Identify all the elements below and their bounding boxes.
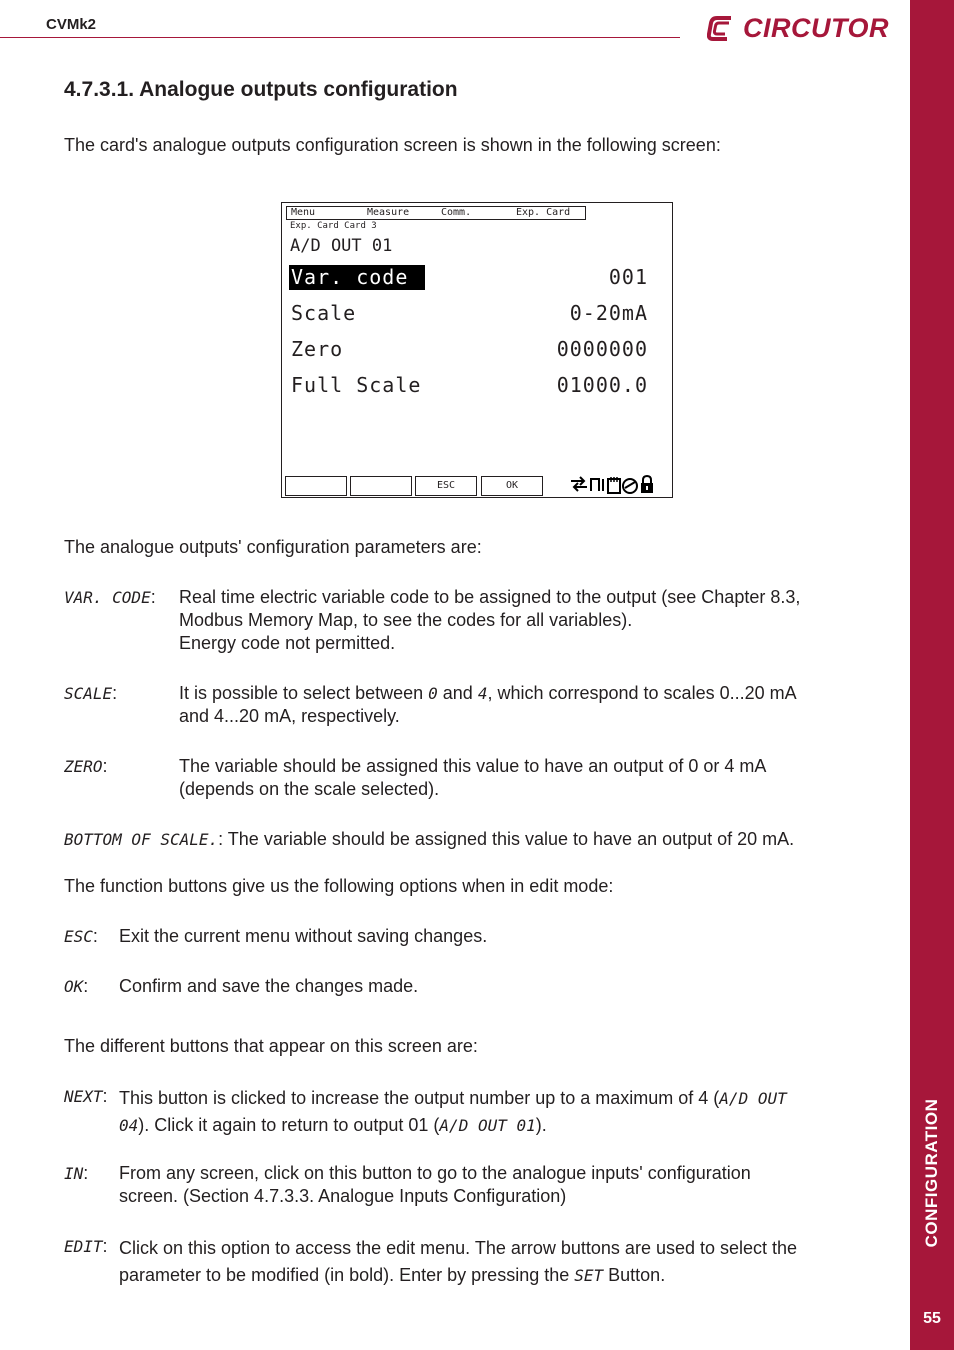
document-code: CVMk2	[46, 16, 97, 33]
menu-item-measure[interactable]: Measure	[367, 207, 410, 218]
term-in: IN:	[64, 1163, 89, 1183]
ok-button[interactable]: OK	[481, 476, 543, 496]
intro-text: The card's analogue outputs configuration screen is shown in the following screen:	[64, 135, 721, 155]
function-buttons-intro: The function buttons give us the following options when in edit mode:	[64, 876, 614, 896]
term-var-code: VAR. CODE:	[64, 587, 156, 607]
esc-button[interactable]: ESC	[415, 476, 477, 496]
brand-logo	[707, 10, 889, 46]
page-number: 55	[923, 1310, 941, 1327]
menu-item-menu[interactable]: Menu	[291, 207, 316, 218]
def-esc: Exit the current menu without saving changes.	[119, 926, 488, 946]
brand-name: CIRCUTOR	[743, 12, 890, 43]
term-ok: OK:	[64, 976, 89, 996]
row-value-var-code: 001	[608, 265, 648, 289]
function-button-2[interactable]	[350, 476, 412, 496]
def-in: From any screen, click on this button to go to the analogue inputs' configuration screen. (Section 4.7.3.3. Analogue Inputs Configuration)	[119, 1163, 751, 1206]
row-label-zero[interactable]: Zero	[291, 337, 344, 361]
arrows-icon	[571, 477, 587, 491]
header-rule	[0, 37, 680, 38]
row-value-zero: 0000000	[556, 337, 648, 361]
screen-buttons-intro: The different buttons that appear on this screen are:	[64, 1036, 478, 1056]
sidebar	[910, 0, 954, 1350]
section-title: 4.7.3.1. Analogue outputs configuration	[64, 78, 458, 101]
def-scale: It is possible to select between 0 and 4, which correspond to scales 0...20 mA and 4...20 mA, respectively.	[179, 683, 797, 726]
def-var-code: Real time electric variable code to be assigned to the output (see Chapter 8.3, Modbus Memory Map, to see the codes for all variables). Energy code not permitted.	[179, 587, 801, 653]
sd-card-icon	[608, 477, 620, 493]
def-next: This button is clicked to increase the output number up to a maximum of 4 (A/D OUT 04). Click it again to return to output 01 (A/D OUT 01).	[119, 1088, 787, 1135]
def-edit: Click on this option to access the edit menu. The arrow buttons are used to select the parameter to be modified (in bold). Enter by pressing the SET Button.	[119, 1238, 798, 1285]
term-esc: ESC:	[64, 926, 98, 946]
def-ok: Confirm and save the changes made.	[119, 976, 419, 996]
lock-icon	[641, 476, 653, 493]
term-bottom-of-scale: BOTTOM OF SCALE.: The variable should be assigned this value to have an output of 20 mA.	[64, 829, 795, 849]
status-icons	[570, 473, 666, 495]
row-value-scale: 0-20mA	[569, 301, 648, 325]
function-button-1[interactable]	[285, 476, 347, 496]
row-label-scale[interactable]: Scale	[291, 301, 357, 325]
screen-heading: A/D OUT 01	[290, 236, 393, 256]
circutor-logo-icon	[707, 12, 737, 44]
sidebar-section-label: CONFIGURATION	[922, 1098, 941, 1248]
row-value-full-scale: 01000.0	[556, 373, 648, 397]
row-label-var-code[interactable]: Var. code	[289, 265, 425, 290]
def-zero: The variable should be assigned this value to have an output of 0 or 4 mA (depends on the scale selected).	[179, 756, 767, 799]
term-zero: ZERO:	[64, 756, 108, 776]
device-screen	[281, 202, 673, 498]
signal-icon	[591, 479, 603, 491]
menu-item-exp-card[interactable]: Exp. Card	[516, 207, 571, 218]
row-label-full-scale[interactable]: Full Scale	[291, 373, 422, 397]
screen-subtitle: Exp. Card Card 3	[290, 221, 377, 231]
term-edit: EDIT:	[64, 1236, 108, 1256]
meter-icon	[623, 479, 637, 493]
term-next: NEXT:	[64, 1086, 108, 1106]
screen-menu-bar	[286, 206, 586, 220]
menu-item-comm[interactable]: Comm.	[441, 207, 472, 218]
params-intro: The analogue outputs' configuration parameters are:	[64, 537, 482, 557]
term-scale: SCALE:	[64, 683, 118, 703]
